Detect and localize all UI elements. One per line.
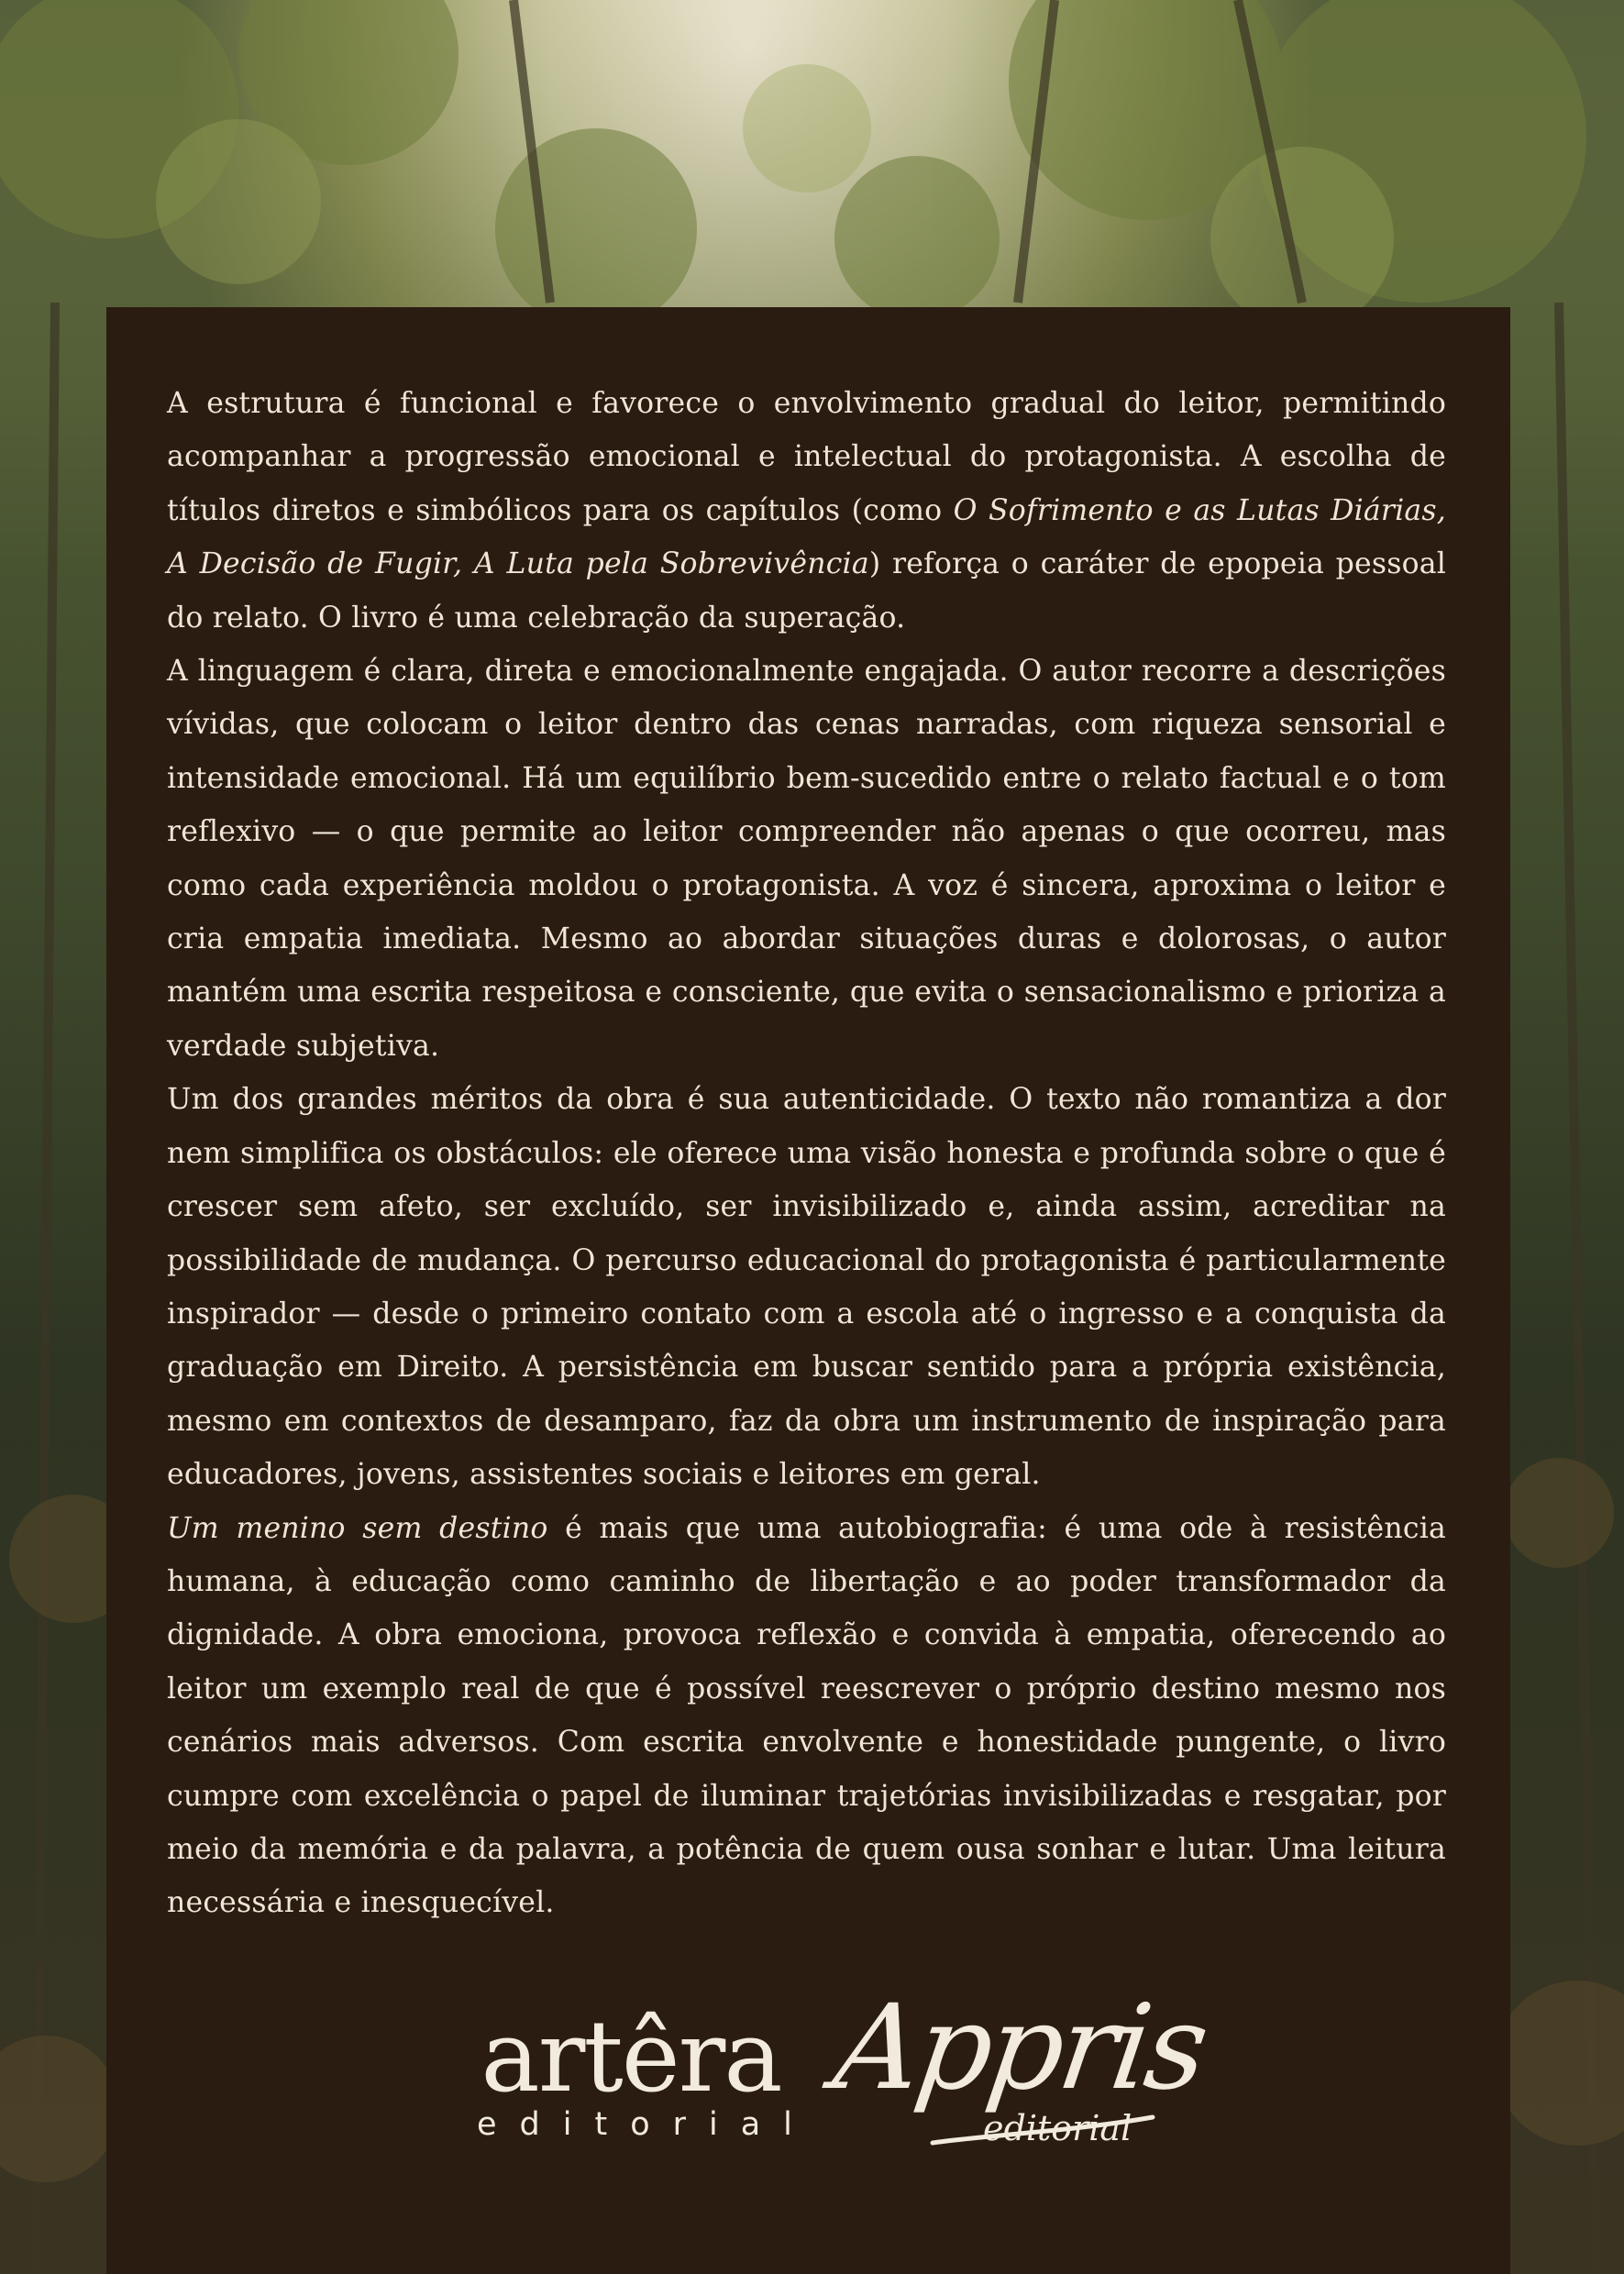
artera-logo-word: artêra <box>481 2000 781 2114</box>
paragraph-language: A linguagem é clara, direta e emocionalmente engajada. O autor recorre a descrições vívidas, que colocam o leitor dentro das cenas narradas, com riqueza sensorial e intensidade emocional. Há um equilíbrio bem-sucedido entre o relato factual e o tom reflexivo — o que permite ao leitor compreender não apenas o que ocorreu, mas como cada experiência moldou o protagonista. A voz é sincera, aproxima o leitor e cria empatia imediata. Mesmo ao abordar situações duras e dolorosas, o autor mantém uma escrita respeitosa e consciente, que evita o sensacionalismo e prioriza a verdade subjetiva. <box>167 655 1446 1063</box>
artera-logo-sub: editorial <box>477 2106 815 2143</box>
paragraph-1-text-b: ) reforça o caráter de epopeia pessoal do relato. O livro é uma celebração da superação. <box>167 547 1447 635</box>
paragraph-structure <box>167 377 1446 645</box>
appris-logo-sub: editorial <box>983 2108 1132 2148</box>
artera-editorial-logo <box>466 2000 815 2143</box>
paragraph-1-text-a: A estrutura é funcional e favorece o envolvimento gradual do leitor, permitindo acompanhar a progressão emocional e intelectual do protagonista. A escolha de títulos diretos e simbólicos para os capítulos (como <box>167 387 1446 527</box>
review-body <box>167 377 1446 1930</box>
appris-logo-word: Appris <box>826 1980 1213 2116</box>
review-text-panel <box>106 307 1510 2274</box>
chapter-titles: O Sofrimento e as Lutas Diárias, A Decisão de Fugir, A Luta pela Sobrevivência <box>167 493 1446 581</box>
publisher-logos <box>0 1980 1624 2169</box>
book-title: Um menino sem destino <box>167 1511 548 1545</box>
appris-editorial-logo <box>826 1980 1213 2163</box>
paragraph-4-text: é mais que uma autobiografia: é uma ode à resistência humana, à educação como caminho de libertação e ao poder transformador da dignidade. A obra emociona, provoca reflexão e convida à empatia, oferecendo ao leitor um exemplo real de que é possível reescrever o próprio destino mesmo nos cenários mais adversos. Com escrita envolvente e honestidade pungente, o livro cumpre com excelência o papel de iluminar trajetórias invisibilizadas e resgatar, por meio da memória e da palavra, a potência de quem ousa sonhar e lutar. Uma leitura necessária e inesquecível. <box>167 1511 1446 1920</box>
paragraph-conclusion <box>167 1502 1446 1930</box>
paragraph-authenticity: Um dos grandes méritos da obra é sua autenticidade. O texto não romantiza a dor nem simplifica os obstáculos: ele oferece uma visão honesta e profunda sobre o que é crescer sem afeto, ser excluído, ser invisibilizado e, ainda assim, acreditar na possibilidade de mudança. O percurso educacional do protagonista é particularmente inspirador — desde o primeiro contato com a escola até o ingresso e a conquista da graduação em Direito. A persistência em buscar sentido para a própria existência, mesmo em contextos de desamparo, faz da obra um instrumento de inspiração para educadores, jovens, assistentes sociais e leitores em geral. <box>167 1083 1446 1492</box>
